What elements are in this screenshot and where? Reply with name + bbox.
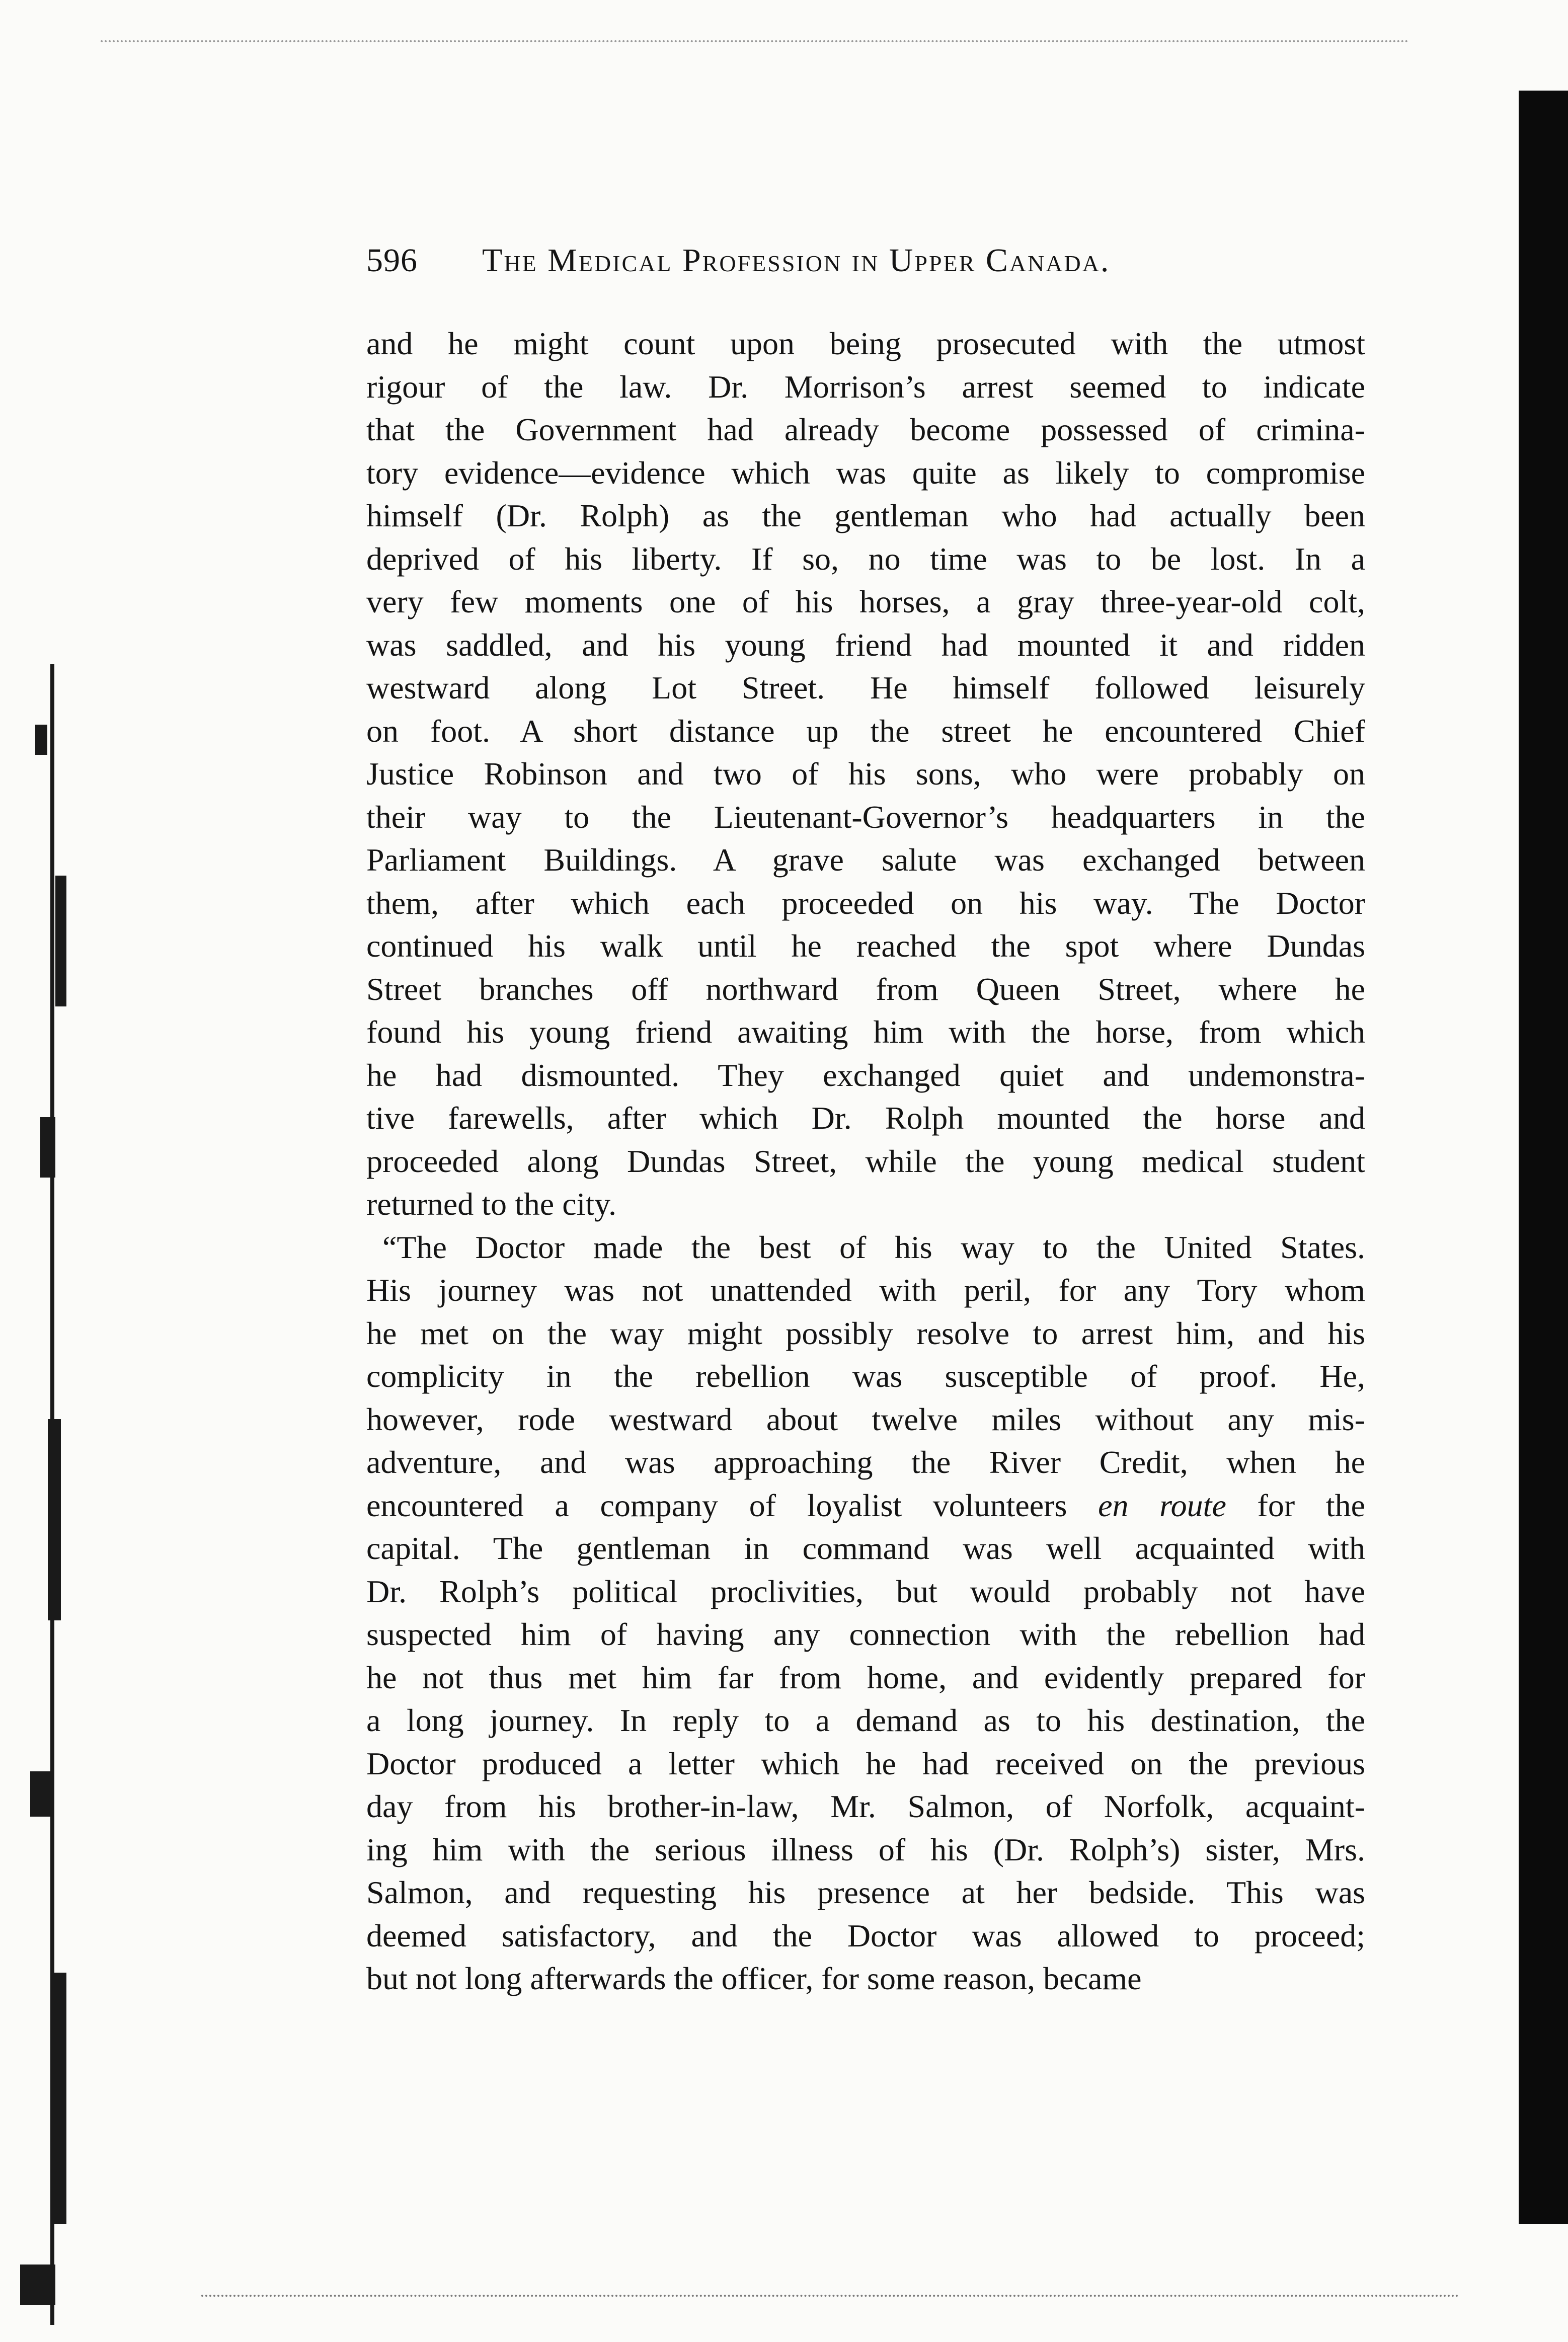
text-line: tory evidence—evidence which was quite as likely to compromise xyxy=(366,454,1365,491)
text-line: deprived of his liberty. If so, no time was to be lost. In a xyxy=(366,540,1365,577)
running-head xyxy=(366,242,1373,280)
text-line: His journey was not unattended with peril, for any Tory whom xyxy=(366,1272,1365,1308)
scan-binding-shadow xyxy=(1519,91,1568,2224)
text-line: adventure, and was approaching the River Credit, when he xyxy=(366,1444,1365,1480)
text-line: found his young friend awaiting him with the horse, from which xyxy=(366,1014,1365,1050)
text-line: himself (Dr. Rolph) as the gentleman who had actually been xyxy=(366,498,1365,533)
text-line: deemed satisfactory, and the Doctor was allowed to proceed; xyxy=(366,1917,1365,1954)
text-line: he had dismounted. They exchanged quiet and undemonstra- xyxy=(366,1057,1365,1093)
text-line: encountered a company of loyalist volunteers en route for the xyxy=(366,1487,1365,1523)
text-line: suspected him of having any connection with the rebellion had xyxy=(366,1616,1365,1652)
text-line: day from his brother-in-law, Mr. Salmon, of Norfolk, acquaint- xyxy=(366,1788,1365,1824)
text-line: capital. The gentleman in command was well acquainted with xyxy=(366,1530,1365,1566)
text-line: rigour of the law. Dr. Morrison’s arrest seemed to indicate xyxy=(366,368,1365,405)
paragraph xyxy=(366,322,1365,1226)
scan-noise-bottom xyxy=(201,2295,1459,2300)
text-line: on foot. A short distance up the street he encountered Chief xyxy=(366,713,1365,749)
text-line: but not long afterwards the officer, for some reason, became xyxy=(366,1961,1142,1996)
text-line: them, after which each proceeded on his way. The Doctor xyxy=(366,885,1365,921)
text-line: ing him with the serious illness of his (Dr. Rolph’s) sister, Mrs. xyxy=(366,1831,1365,1867)
text-line: westward along Lot Street. He himself followed leisurely xyxy=(366,670,1365,706)
text-line: Parliament Buildings. A grave salute was exchanged between xyxy=(366,842,1365,878)
text-line: “The Doctor made the best of his way to the United States. xyxy=(382,1229,1365,1265)
text-line: he met on the way might possibly resolve to arrest him, and his xyxy=(366,1315,1365,1351)
text-line: Justice Robinson and two of his sons, who were probably on xyxy=(366,756,1365,792)
page-number: 596 xyxy=(366,242,418,279)
running-title: The Medical Profession in Upper Canada. xyxy=(482,242,1111,279)
text-line: Salmon, and requesting his presence at her bedside. This was xyxy=(366,1875,1365,1910)
text-line: Street branches off northward from Queen Street, where he xyxy=(366,971,1365,1007)
text-line: tive farewells, after which Dr. Rolph mounted the horse and xyxy=(366,1100,1365,1136)
text-line: Doctor produced a letter which he had received on the previous xyxy=(366,1745,1365,1781)
text-line: proceeded along Dundas Street, while the young medical student xyxy=(366,1143,1365,1179)
text-line: was saddled, and his young friend had mounted it and ridden xyxy=(366,627,1365,663)
text-line: very few moments one of his horses, a gray three-year-old colt, xyxy=(366,584,1365,619)
text-line: and he might count upon being prosecuted with the utmost xyxy=(366,326,1365,361)
text-line: however, rode westward about twelve miles without any mis- xyxy=(366,1401,1365,1437)
text-line: returned to the city. xyxy=(366,1186,616,1222)
text-line: complicity in the rebellion was susceptible of proof. He, xyxy=(366,1358,1365,1394)
body-text xyxy=(366,322,1365,2000)
text-line: Dr. Rolph’s political proclivities, but would probably not have xyxy=(366,1573,1365,1609)
text-line: continued his walk until he reached the spot where Dundas xyxy=(366,928,1365,964)
text-line: their way to the Lieutenant-Governor’s headquarters in the xyxy=(366,799,1365,835)
text-line: that the Government had already become possessed of crimina- xyxy=(366,412,1365,447)
scan-noise-top xyxy=(101,40,1409,44)
text-line: a long journey. In reply to a demand as to his destination, the xyxy=(366,1702,1365,1738)
scan-gutter-marks xyxy=(20,664,96,2325)
paragraph xyxy=(366,1226,1365,2000)
text-line: he not thus met him far from home, and evidently prepared for xyxy=(366,1659,1365,1695)
